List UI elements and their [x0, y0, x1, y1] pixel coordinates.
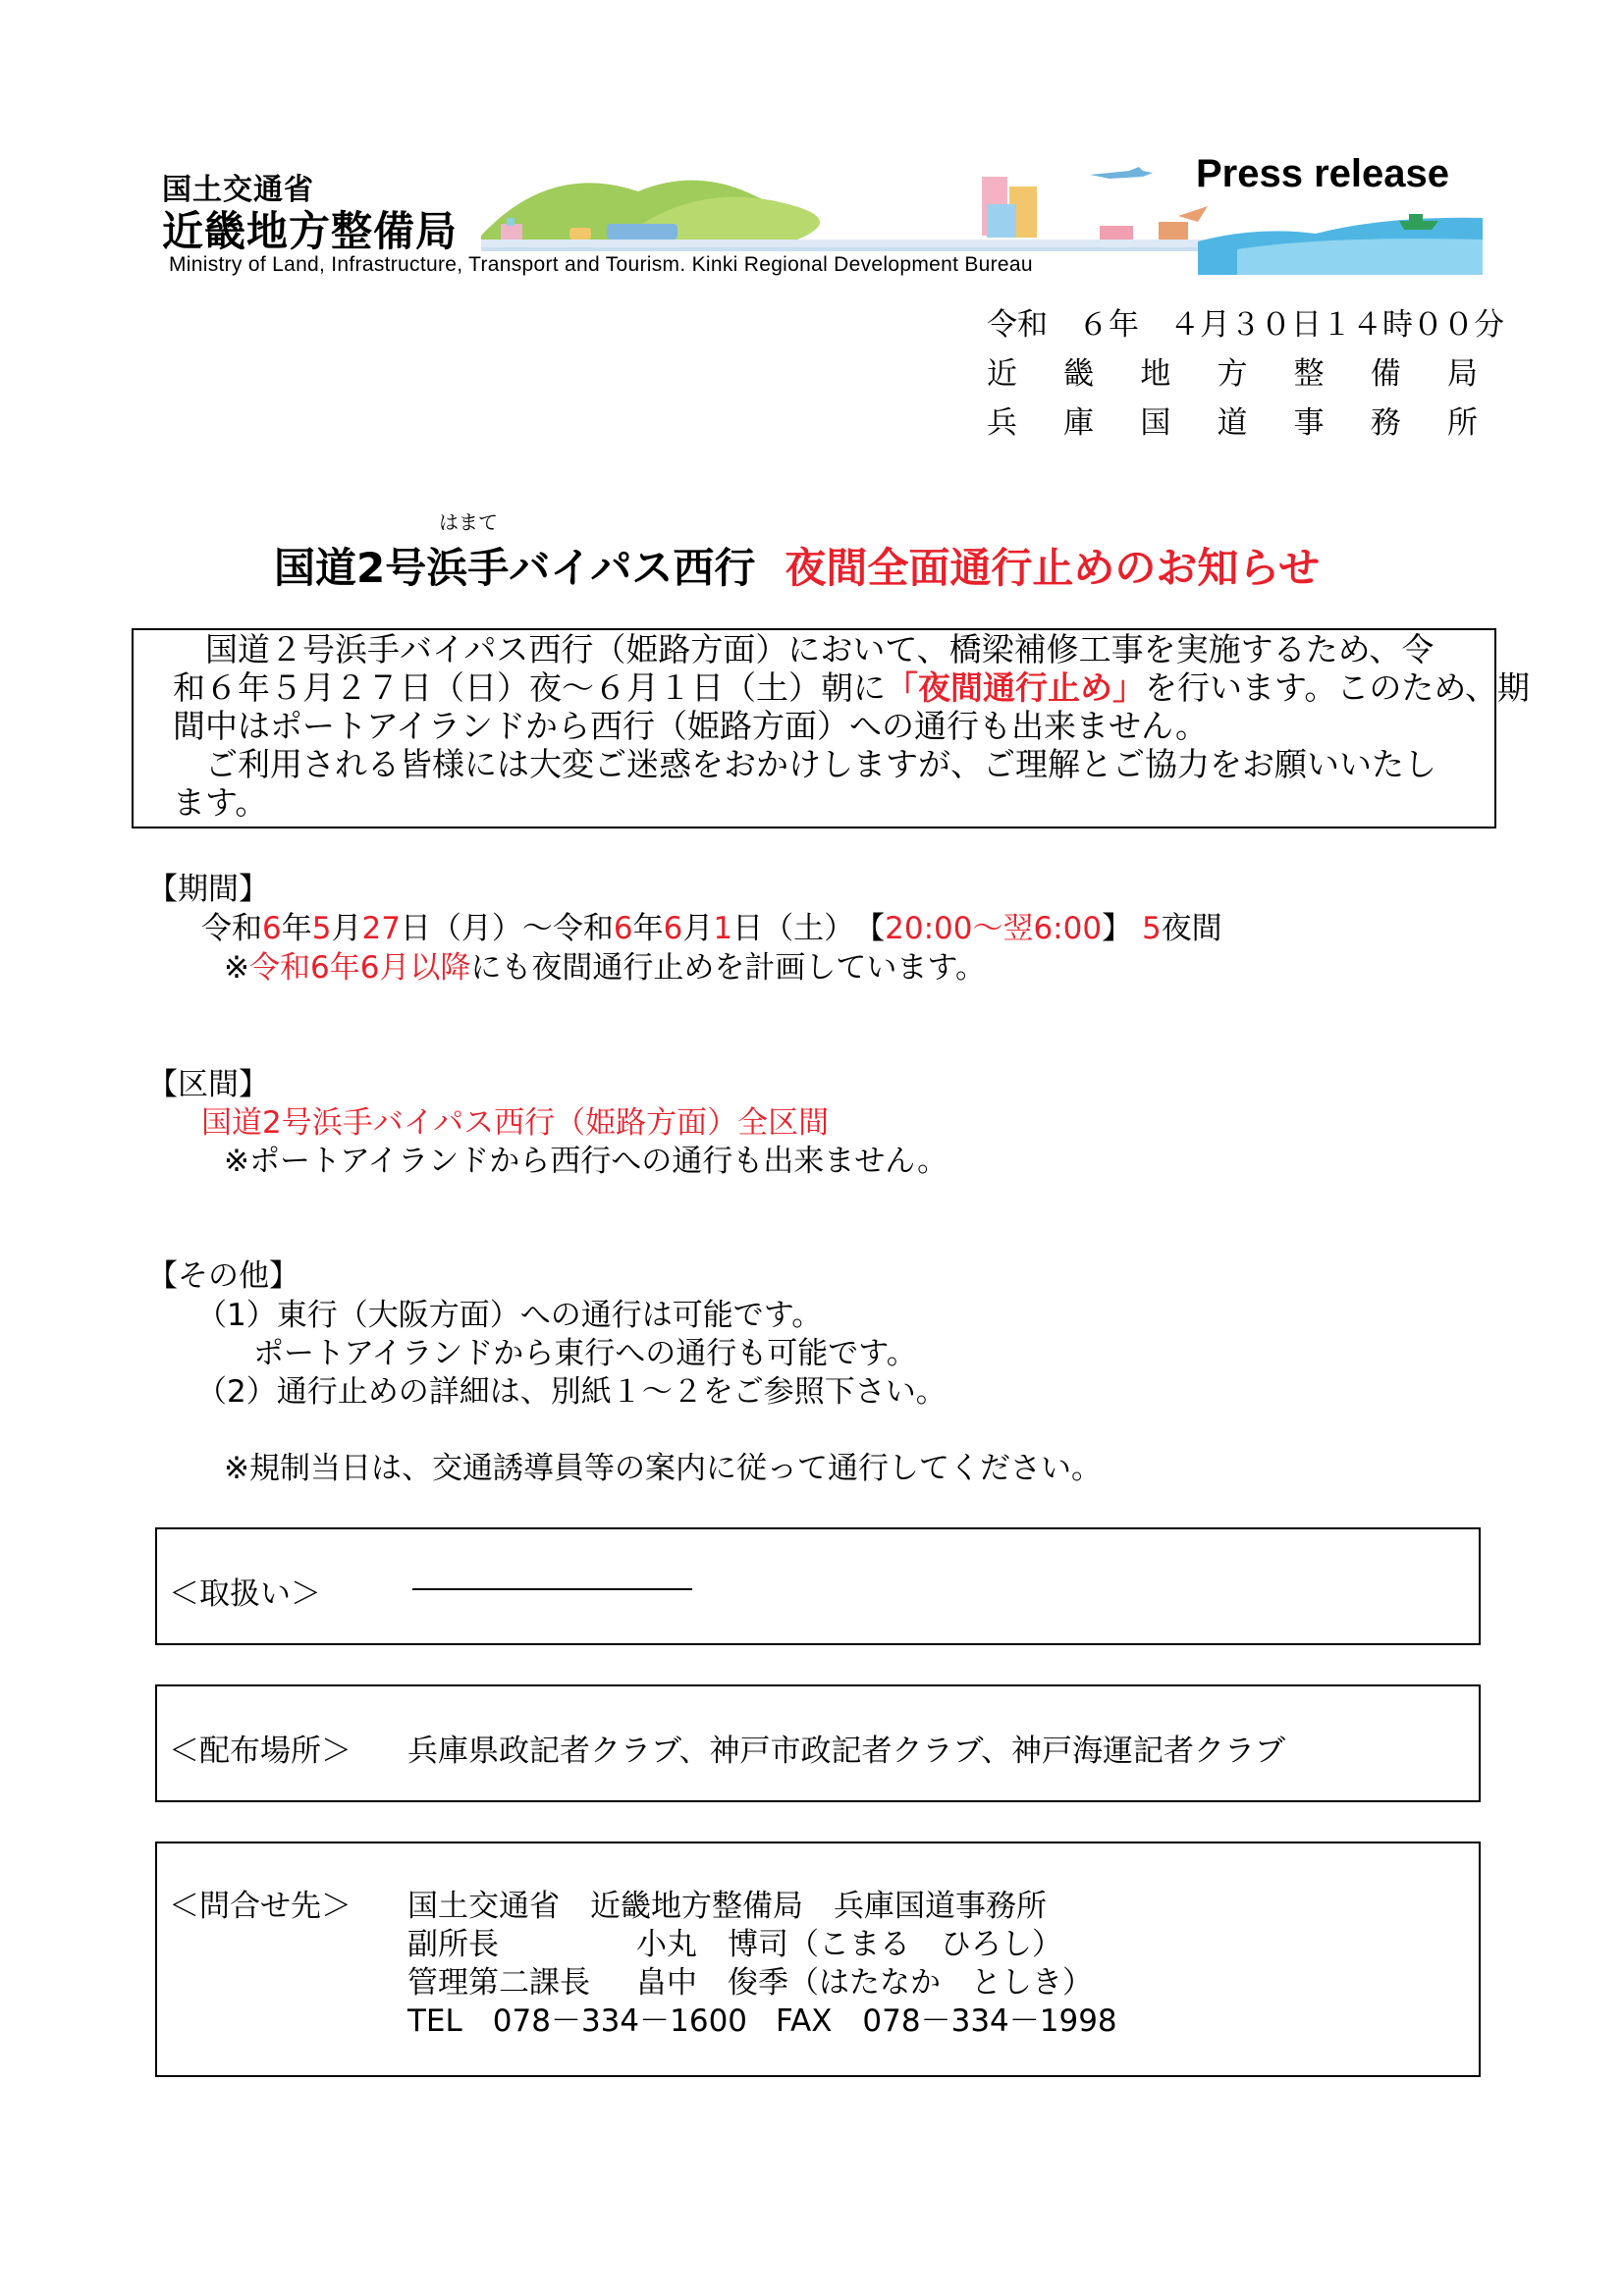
other-note: ※規制当日は、交通誘導員等の案内に従って通行してください。 [224, 1451, 1102, 1486]
period-value: 1 [713, 911, 733, 946]
distribution-label: ＜配布場所＞ [169, 1734, 352, 1769]
period-time: 20:00～翌6:00 [885, 911, 1103, 946]
period-value: 5 [1141, 911, 1162, 946]
period-value: 6 [613, 911, 633, 946]
other-heading: 【その他】 [147, 1258, 299, 1294]
contact-title: 副所長 [407, 1927, 499, 1962]
distribution-value: 兵庫県政記者クラブ、神戸市政記者クラブ、神戸海運記者クラブ [407, 1734, 1286, 1769]
title-road: 国道2号浜手バイパス西行 [274, 544, 756, 592]
summary-line: ご利用される皆様には大変ご迷惑をおかけしますが、ご理解とご協力をお願いいたし [173, 745, 1436, 783]
summary-line [173, 668, 1530, 707]
period-text: 年 [281, 911, 312, 946]
page-title [274, 536, 1320, 595]
summary-text: を行います。このため、期 [1145, 668, 1531, 707]
period-text: 月 [331, 911, 362, 946]
title-ruby: はまて [439, 510, 498, 534]
period-text: 月 [682, 911, 714, 946]
english-org-name: Ministry of Land, Infrastructure, Transport and Tourism. Kinki Regional Development Bureau [169, 253, 1033, 276]
contact-label: ＜問合せ先＞ [169, 1889, 352, 1924]
issuer-char: 備 [1370, 356, 1401, 392]
issuer-char: 地 [1140, 356, 1171, 392]
other-line: （2）通行止めの詳細は、別紙１～２をご参照下さい。 [196, 1374, 947, 1410]
section-note: ※ポートアイランドから西行への通行も出来ません。 [224, 1144, 948, 1179]
issuer-char: 庫 [1063, 405, 1095, 441]
period-text: 日（土） 【 [732, 911, 886, 946]
period-value: 6 [663, 911, 683, 946]
issuer-char: 所 [1446, 405, 1478, 441]
period-text: 夜間 [1161, 911, 1222, 946]
contact-name: 小丸 博司（こまる ひろし） [636, 1927, 1062, 1962]
ministry-name: 国土交通省 [162, 173, 314, 207]
note-mark: ※ [224, 950, 249, 986]
summary-line: 間中はポートアイランドから西行（姫路方面）への通行も出来ません。 [173, 707, 1209, 745]
note-text: にも夜間通行止めを計画しています。 [470, 950, 986, 986]
bureau-name: 近畿地方整備局 [162, 207, 459, 255]
contact-office: 国土交通省 近畿地方整備局 兵庫国道事務所 [407, 1889, 1047, 1924]
handling-label: ＜取扱い＞ [169, 1576, 321, 1612]
period-text: 年 [632, 911, 664, 946]
contact-title: 管理第二課長 [407, 1965, 590, 2001]
summary-line: 国道２号浜手バイパス西行（姫路方面）において、橋梁補修工事を実施するため、令 [173, 630, 1435, 668]
issuer-char: 兵 [987, 405, 1017, 441]
issuer-bureau [987, 348, 1478, 393]
press-release-label: Press release [1196, 152, 1450, 195]
period-text: 】 [1102, 911, 1142, 946]
period-line [201, 911, 1222, 946]
summary-box [132, 628, 1531, 828]
period-value: 27 [361, 911, 401, 946]
section-heading: 【区間】 [147, 1067, 269, 1102]
note-highlight: 令和6年6月以降 [248, 950, 471, 986]
issuer-char: 近 [987, 356, 1017, 392]
issue-date: 令和 ６年 ４月３０日１４時００分 [987, 307, 1504, 343]
issuer-char: 局 [1446, 356, 1478, 392]
period-note [224, 950, 986, 986]
summary-highlight: 「夜間通行止め」 [886, 668, 1145, 707]
handling-box [155, 1527, 1481, 1645]
section-line: 国道2号浜手バイパス西行（姫路方面）全区間 [201, 1105, 830, 1141]
period-value: 5 [311, 911, 332, 946]
issuer-char: 務 [1370, 405, 1401, 441]
contact-box [155, 1842, 1481, 2077]
issuer-char: 畿 [1063, 356, 1095, 392]
issuer-char: 方 [1217, 356, 1248, 392]
contact-name: 畠中 俊季（はたなか としき） [636, 1965, 1093, 2001]
summary-line: ます。 [173, 783, 268, 822]
period-text: 日（月）～令和 [400, 911, 614, 946]
contact-fax: FAX 078－334－1998 [776, 2003, 1117, 2039]
issuer-char: 事 [1293, 405, 1325, 441]
distribution-box [155, 1684, 1481, 1802]
title-notice: 夜間全面通行止めのお知らせ [785, 544, 1321, 592]
landscape-banner-illustration [471, 167, 1489, 275]
period-value: 6 [262, 911, 282, 946]
handling-blank-line [412, 1588, 692, 1590]
contact-tel: TEL 078－334－1600 [407, 2003, 748, 2039]
period-text: 令和 [201, 911, 262, 946]
summary-text: 和６年５月２７日（日）夜～６月１日（土）朝に [173, 668, 886, 707]
issuer-char: 整 [1293, 356, 1325, 392]
period-heading: 【期間】 [147, 872, 269, 907]
issuer-char: 道 [1217, 405, 1248, 441]
issuer-office [987, 398, 1478, 442]
issuer-char: 国 [1140, 405, 1171, 441]
other-line: （1）東行（大阪方面）への通行は可能です。 [196, 1298, 823, 1333]
other-line: ポートアイランドから東行への通行も可能です。 [253, 1336, 917, 1371]
